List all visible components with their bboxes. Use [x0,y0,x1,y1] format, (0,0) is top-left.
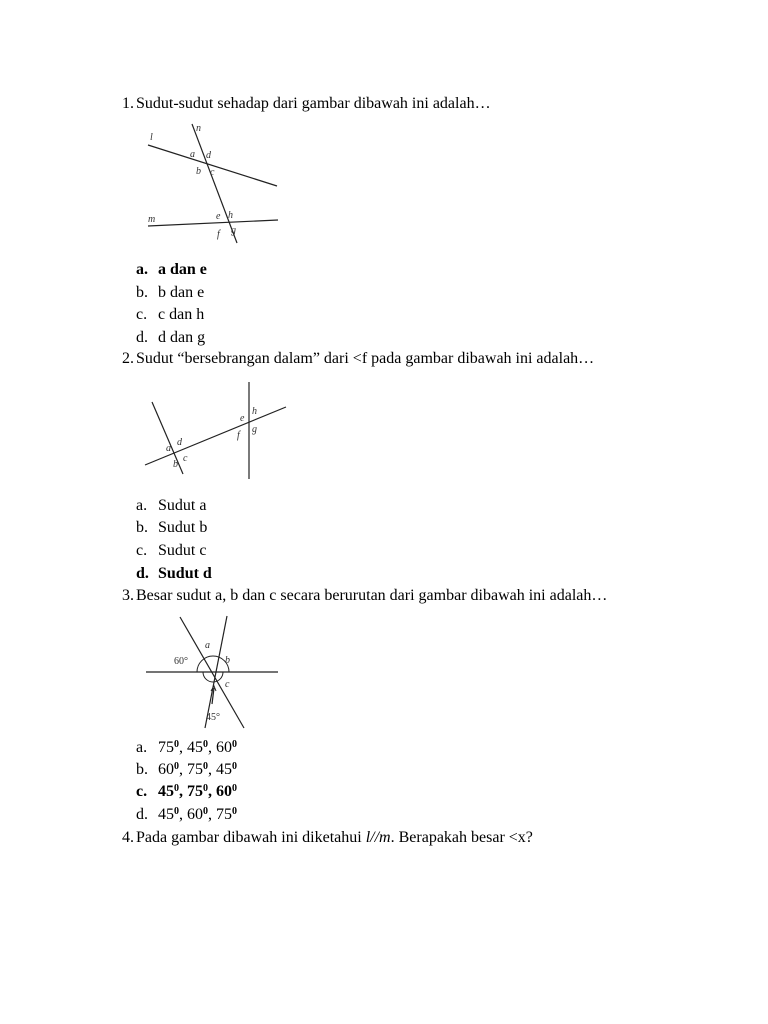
option-b [136,760,237,780]
question-text: Sudut “bersebrangan dalam” dari <f pada gambar dibawah ini adalah… [136,350,595,367]
option-c [136,541,207,561]
option-c [136,305,205,325]
option-letter: c. [136,542,148,559]
figure-label: 45° [206,712,220,723]
option-a [136,260,207,280]
figure-label: c [183,453,188,464]
option-values: $60^0$, $75^0$, $45^0$ [158,761,237,778]
question-text: Besar sudut a, b dan c secara berurutan dari gambar dibawah ini adalah… [136,587,608,604]
option-values: $45^0$, $75^0$, $60^0$ [158,783,237,800]
option-values: $75^0$, $45^0$, $60^0$ [158,739,237,756]
option-b [136,518,208,538]
figure-label: e [240,413,245,424]
option-a [136,496,207,516]
option-letter: b. [136,519,148,536]
figure-label: f [237,430,240,441]
line-m [148,220,278,226]
option-values: $45^0$, $60^0$, $75^0$ [158,806,237,823]
option-letter: c. [136,783,148,800]
option-letter: b. [136,284,148,301]
figure-label: b [225,655,230,666]
figure-3-intersecting-lines [140,612,290,737]
option-text: b dan e [158,284,205,301]
figure-label: a [205,640,210,651]
figure-label: g [231,225,236,236]
option-letter: d. [136,806,148,823]
figure-1-parallel-lines [140,120,290,245]
option-d [136,564,212,584]
option-text: a dan e [158,261,207,278]
option-text: c dan h [158,306,205,323]
question-text: Sudut-sudut sehadap dari gambar dibawah ini adalah… [136,95,491,112]
figure-label: f [217,229,220,240]
option-b [136,283,205,303]
figure-label: m [148,214,156,225]
option-letter: d. [136,565,149,582]
figure-label: h [252,406,257,417]
figure-label: l [150,132,153,143]
option-letter: a. [136,497,148,514]
figure-label: c [225,679,230,690]
figure-label: d [177,437,182,448]
option-letter: c. [136,306,148,323]
figure-label: h [228,210,233,221]
figure-label: n [196,123,201,134]
figure-label: e [216,211,221,222]
option-d [136,805,237,825]
question-number: 4. [122,829,134,846]
question-number: 1. [122,95,134,112]
question-text: Pada gambar dibawah ini diketahui l//m. Berapakah besar <x? [136,829,533,846]
figure-2-transversal-lines [140,378,290,483]
question-number: 3. [122,587,134,604]
figure-label: c [210,167,215,178]
option-letter: d. [136,329,148,346]
figure-label: 60° [174,656,188,667]
option-letter: a. [136,739,148,756]
option-c [136,782,237,802]
figure-label: b [173,459,178,470]
option-text: d dan g [158,329,206,346]
option-text: Sudut b [158,519,208,536]
option-text: Sudut d [158,565,212,582]
option-text: Sudut c [158,542,207,559]
figure-label: g [252,424,257,435]
option-text: Sudut a [158,497,207,514]
figure-label: b [196,166,201,177]
option-d [136,328,206,348]
option-a [136,738,237,758]
option-letter: b. [136,761,148,778]
option-letter: a. [136,261,148,278]
figure-label: a [166,443,171,454]
figure-label: d [206,150,211,161]
question-number: 2. [122,350,134,367]
figure-label: a [190,149,195,160]
